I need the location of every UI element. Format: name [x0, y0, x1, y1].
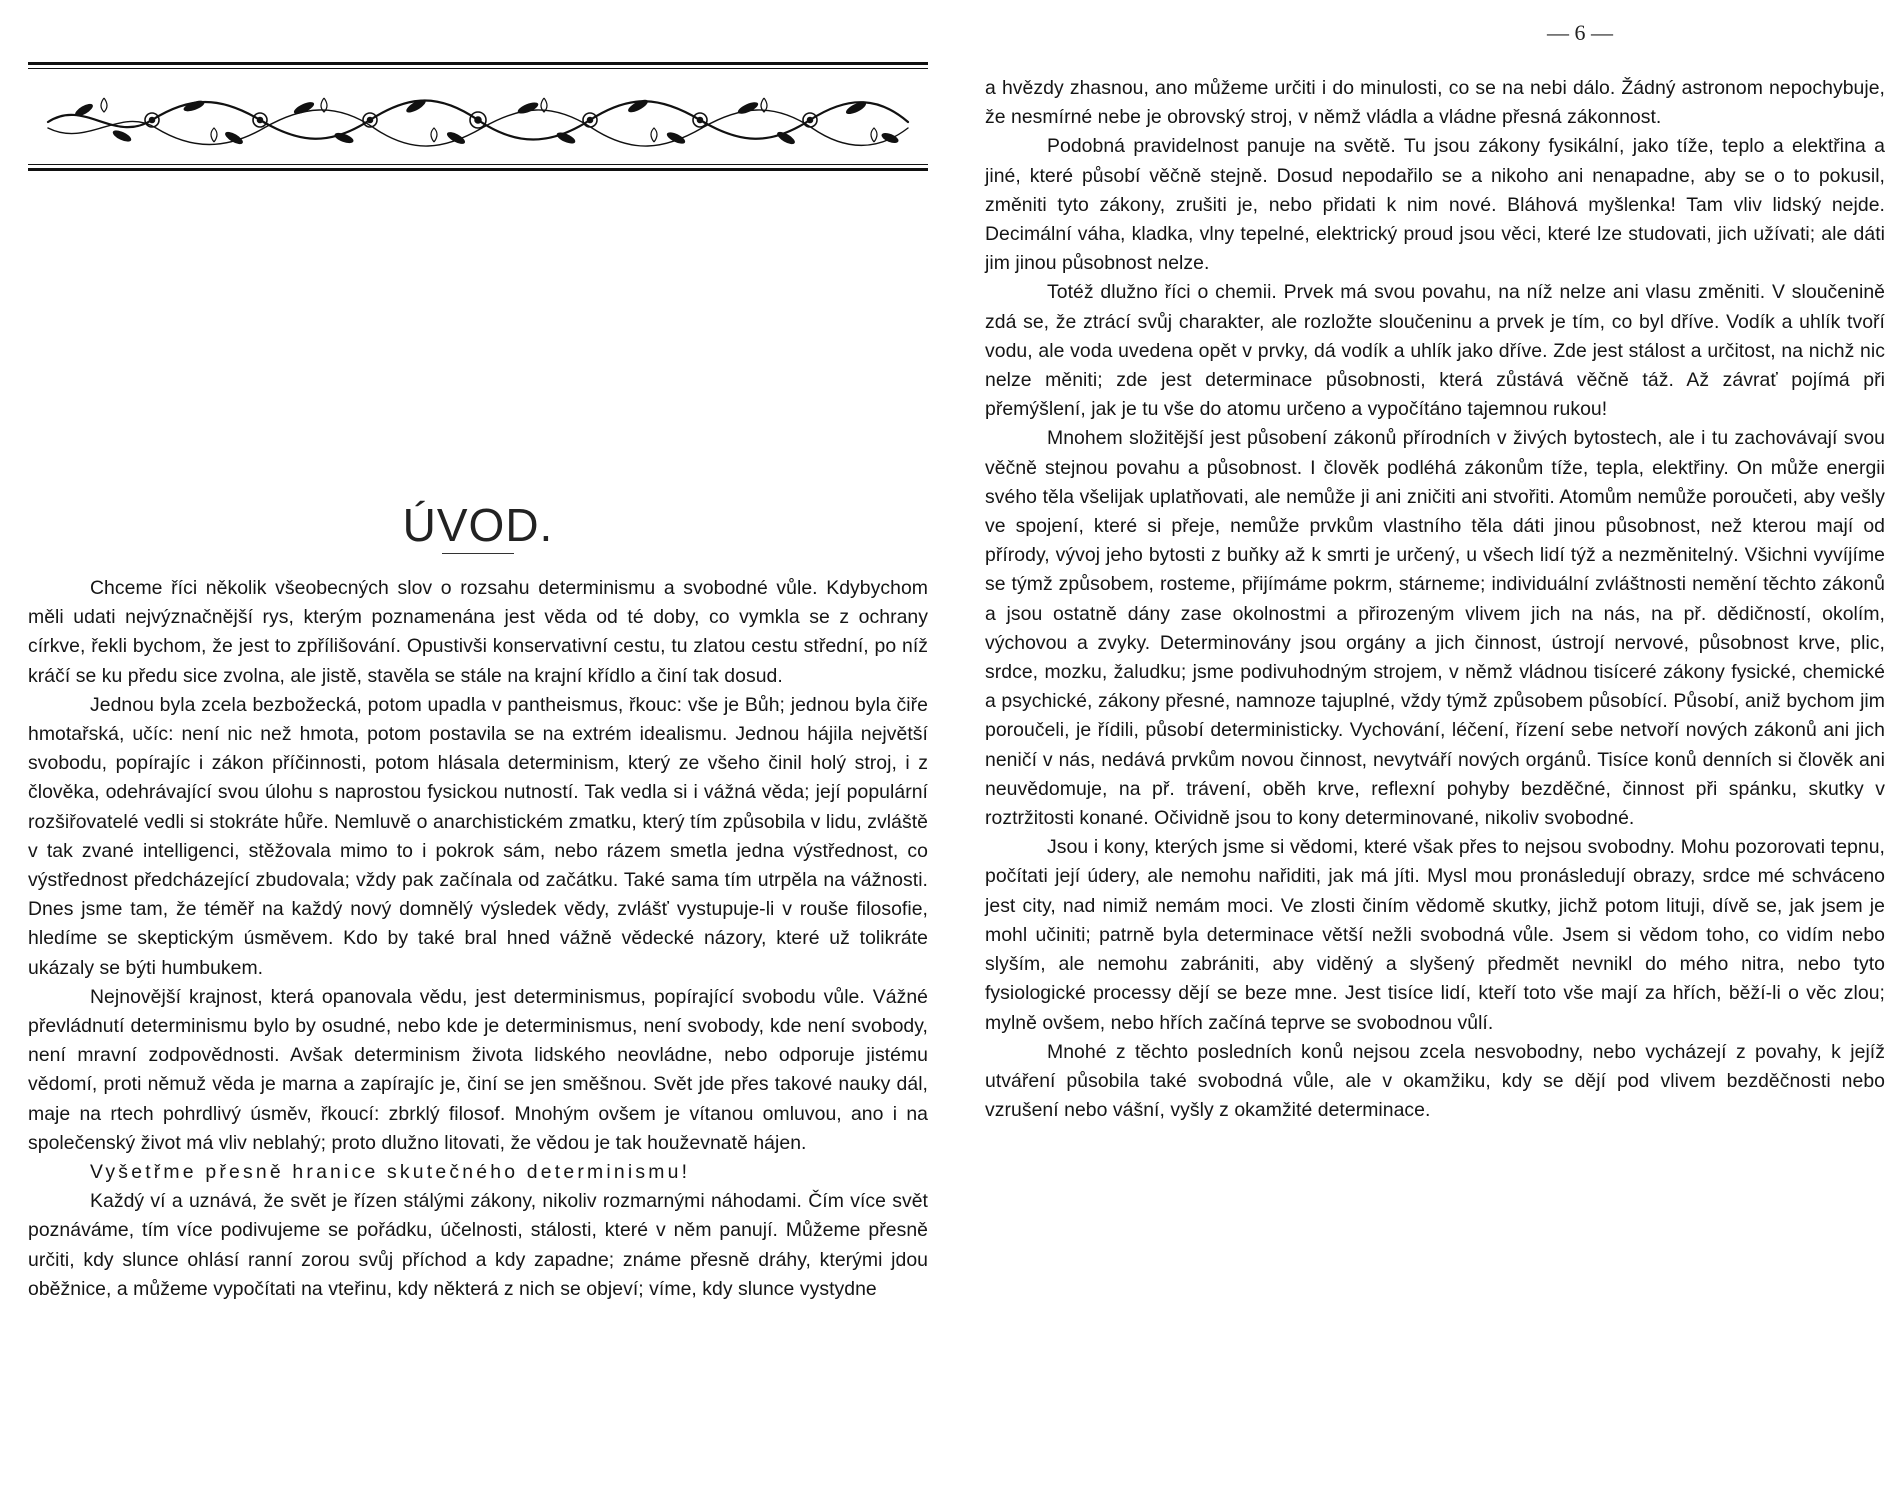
page-number: — 6 — — [1547, 20, 1613, 45]
header-ornament — [28, 62, 928, 182]
left-page — [28, 52, 928, 1472]
left-body-text — [28, 574, 928, 1304]
right-body-text — [985, 74, 1885, 1125]
chapter-title: ÚVOD. — [402, 499, 554, 551]
paragraph: Mnohem složitější jest působení zákonů přírodních v živých bytostech, ale i tu zachovávají svou věčně stejnou povahu a působnost. I člověk podléhá zákonům tíže, tepla, elektřiny. On může energii svého těla všelijak uplatňovati, ale nemůže ji ani zničiti ani stvořiti. Atomům nemůže poroučeti, aby vešly ve spojení, které si přeje, nemůže prvkům vlastního těla dáti jinou působnost, než kterou mají od přírody, vývoj jeho bytosti z buňky až k smrti je určený, u všech lidí týž a nezměnitelný. Všichni vyvíjíme se týmž způsobem, rosteme, přijímáme pokrm, stárneme; individuální zvláštnosti nemění těchto zákonů a jsou ostatně dány zase okolnostmi a přirozeným vlivem jich na nás, na př. dědičností, okolím, výchovou a zvyky. Determinovány jsou orgány a jich činnost, ústrojí nervové, působnost krve, plic, srdce, mozku, žaludku; jsme podivuhodným strojem, v němž vládnou tisíceré zákony fysické, chemické a psychické, zákony přesné, namnoze tajuplné, vždy týmž způsobem působící. Působí, aniž bychom jim poroučeli, je řídili, působí deterministicky. Vychování, léčení, řízení sebe netvoří nových zákonů ani jich neničí v nás, nedává prvkům novou činnost, nevytváří nových orgánů. Tisíce konů denních si člověk ani neuvědomuje, na př. trávení, oběh krve, reflexní pohyby bezděčné, činnost při spánku, skutky v roztržitosti konané. Očividně jsou to kony determinované, nikoliv svobodné. — [985, 427, 1885, 830]
paragraph: Chceme říci několik všeobecných slov o rozsahu determinismu a svobodné vůle. Kdybychom měli udati nejvýznačnější rys, kterým poznamenána jest věda od té doby, co vymkla se z ochrany církve, řekli bychom, že jest to zpřílišování. Opustivši konservativní cestu, tu zlatou cestu střední, po níž kráčí se ku předu sice zvolna, ale jistě, stavěla se stále na krajní křídlo a činí tak dosud. — [28, 577, 928, 687]
bottom-rule-thick — [28, 168, 928, 171]
paragraph: Nejnovější krajnost, která opanovala vědu, jest determinismus, popírající svobodu vůle. Vážné převládnutí determinismu bylo by osudné, nebo kde je determinismus, není svobody, kde není svobody, není mravní zodpovědnosti. Avšak determinism života lidského neovládne, nebo odporuje jistému vědomí, proti němuž věda je marna a zapírajíc je, činí se jen směšnou. Svět jde přes takové nauky dál, maje na rtech pohrdlivý úsměv, řkoucí: zbrklý filosof. Mnohým ovšem je vítanou omluvou, ano i na společenský život má vliv neblahý; proto dlužno litovati, že vědou je tak houževnatě hájen. — [28, 985, 928, 1154]
right-page — [985, 20, 1885, 1480]
paragraph-continued: a hvězdy zhasnou, ano můžeme určiti i do minulosti, co se na nebi dálo. Žádný astronom nepochybuje, že nesmírné nebe je obrovský stroj, v němž vládla a vládne přesná zákonnost. — [985, 77, 1885, 129]
paragraph: Podobná pravidelnost panuje na světě. Tu jsou zákony fysikální, jako tíže, teplo a elektřina a jiné, které působí věčně stejně. Dosud nepodařilo se a nikoho ani nenapadne, aby se o to pokusil, změniti tyto zákony, zrušiti je, nebo přidati k nim nové. Bláhová myšlenka! Tam vliv lidský nejde. Decimální váha, kladka, vlny tepelné, elektrický proud jsou věci, které lze studovati, jich užívati; ale dáti jim jinou působnost nelze. — [985, 135, 1885, 275]
paragraph: Každý ví a uznává, že svět je řízen stálými zákony, nikoliv rozmarnými náhodami. Čím více svět poznáváme, tím více podivujeme se pořádku, účelnosti, stálosti, které v něm panují. Můžeme přesně určiti, kdy slunce ohlásí ranní zorou svůj příchod a kdy zapadne; známe přesně dráhy, kterými jdou oběžnice, a můžeme vypočítati na vteřinu, kdy některá z nich se objeví; víme, kdy slunce vystydne — [28, 1190, 928, 1300]
floral-vine-band-icon — [44, 88, 912, 152]
bottom-rule-thin — [28, 164, 928, 165]
paragraph: Mnohé z těchto posledních konů nejsou zcela nesvobodny, nebo vycházejí z povahy, k jejíž utváření působila také svobodná vůle, ale v okamžiku, kdy se dějí pod vlivem bezděčnosti nebo vzrušení nebo vášní, vyšly z okamžité determinace. — [985, 1040, 1885, 1122]
title-underline — [442, 553, 514, 554]
paragraph: Jsou i kony, kterých jsme si vědomi, které však přes to nejsou svobodny. Mohu pozorovati tepnu, počítati její údery, ale nemohu nařiditi, jak má jíti. Mysl mou pronásledují obrazy, srdce mé schváceno jest city, nad nimiž nemám moci. Ve zlosti činím vědomě skutky, jichž potom lituji, dívě se, jak jsem je mohl učiniti; patrně byla determinace větší nežli svobodná vůle. Jsem si vědom toho, co vidím nebo slyším, ale nemohu zabrániti, aby viděný a slyšený předmět nevnikl do mého nitra, nebo tyto fysiologické processy dějí se beze mne. Jest tisíce lidí, kteří toto vše mají za hřích, běží-li o věc zlou; mylně ovšem, nebo hřích začíná teprve se svobodnou vůlí. — [985, 836, 1885, 1034]
paragraph: Jednou byla zcela bezbožecká, potom upadla v pantheismus, řkouc: vše je Bůh; jednou byla čiře hmotařská, učíc: není nic než hmota, potom postavila se na extrém idealismu. Jednou hájila největší svobodu, popírajíc i zákon příčinnosti, potom hlásala determinism, který ze všeho činil holý stroj, i z člověka, odehrávající svou úlohu s naprostou fysickou nutností. Tak vedla si i vážná věda; její populární rozšiřovatelé vedli si stokráte hůře. Nemluvě o anarchistickém zmatku, který tím způsobila v lidu, zvláště v tak zvané intelligenci, stěžovala mimo to i pokrok sám, nebo rázem smetla jedna výstřednost, co výstřednost předcházející zbudovala; vždy pak začínala od začátku. Také sama tím utrpěla na vážnosti. Dnes jsme tam, že téměř na každý nový domnělý výsledek vědy, zvlášť vystupuje-li v rouše filosofie, hledíme se skeptickým úsměvem. Kdo by také bral hned vážně vědecké názory, které už tolikráte ukázaly se býti humbukem. — [28, 693, 928, 979]
top-rule-thick — [28, 62, 928, 65]
top-rule-thin — [28, 68, 928, 69]
spaced-heading: Vyšetřme přesně hranice skutečného determinismu! — [90, 1161, 691, 1184]
paragraph: Totéž dlužno říci o chemii. Prvek má svou povahu, na níž nelze ani vlasu změniti. V sloučenině zdá se, že ztrácí svůj charakter, ale rozložte sloučeninu a prvek je tím, co byl dříve. Vodík a uhlík tvoří vodu, ale voda uvedena opět v prvky, dá vodík a uhlík jako dříve. Zde jest stálost a určitost, na nichž nic nelze měniti; zde jest determinace působnosti, která zůstává věčně táž. Až závrať pojímá při přemýšlení, jak je tu vše do atomu určeno a vypočítáno tajemnou rukou! — [985, 281, 1885, 421]
